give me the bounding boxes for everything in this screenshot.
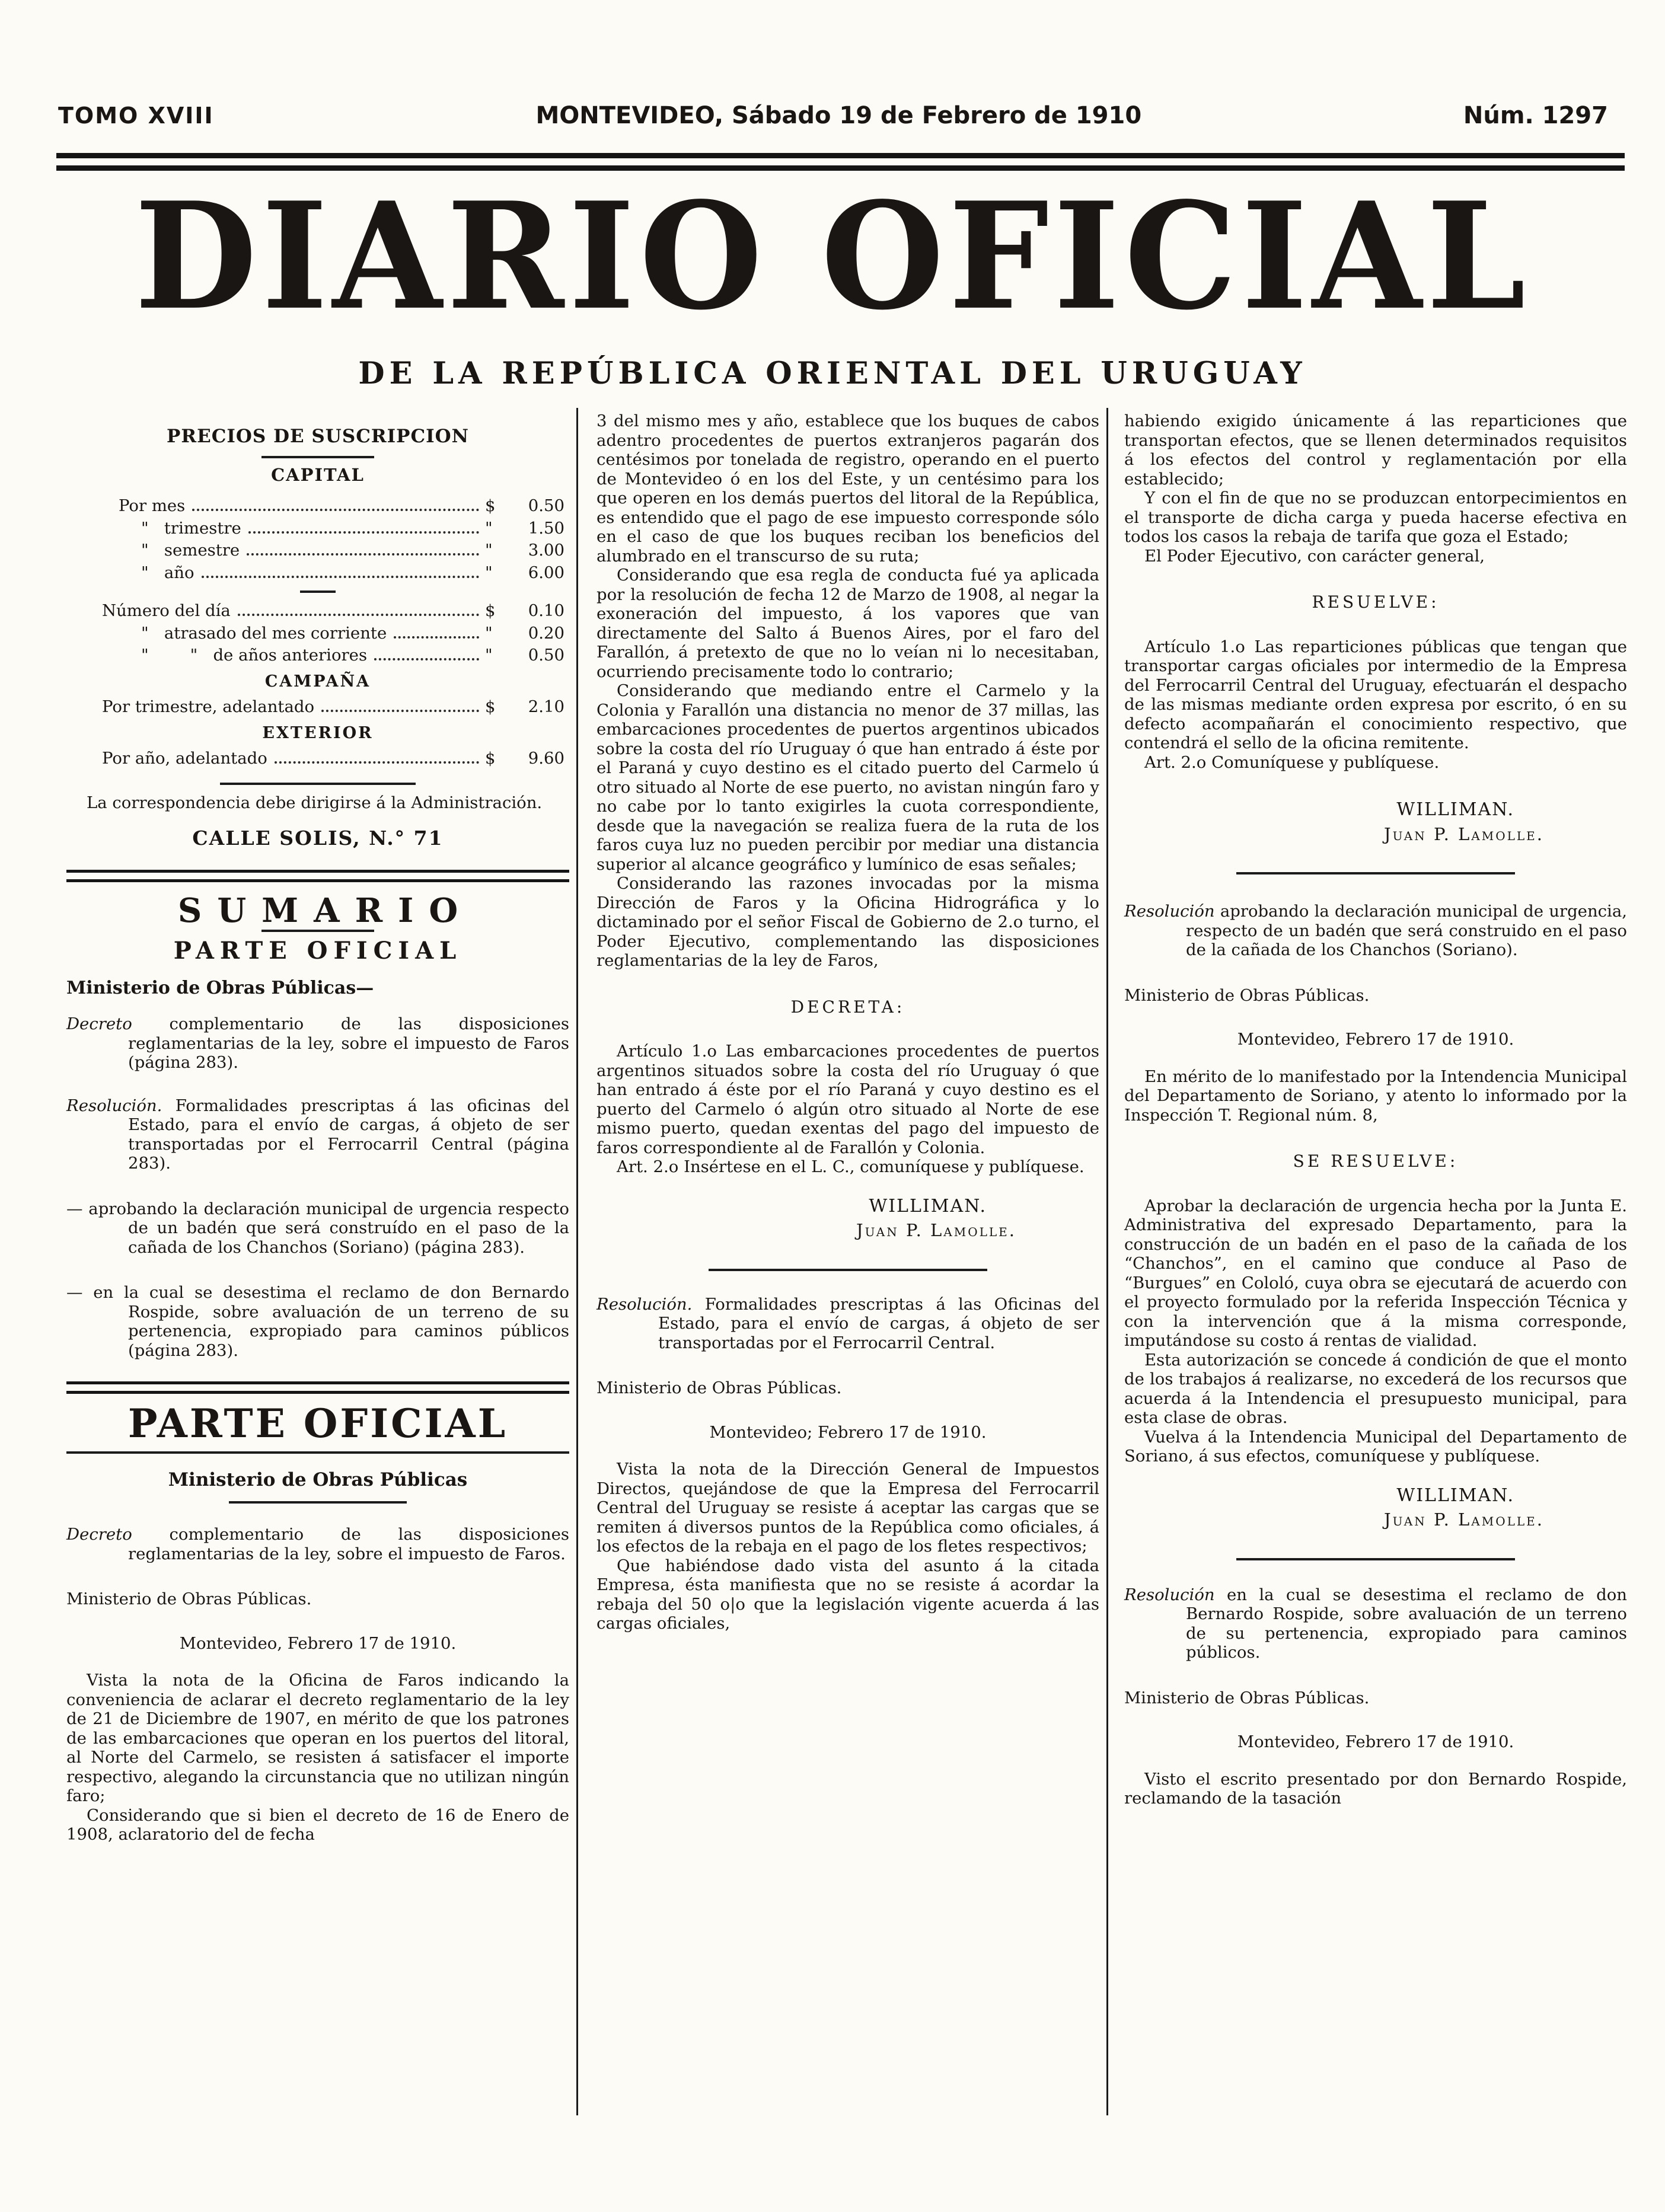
summary-item (66, 1283, 569, 1360)
subscription-title: PRECIOS DE SUSCRIPCION (167, 426, 469, 447)
price-row (66, 749, 569, 768)
body-paragraph: Aprobar la declaración de urgencia hecha por la Junta E. Administrativa del expresado Departamento, para la construcción de un badén en el paso de la cañada de los “Chanchos”, en el camino que conduce al Paso de “Burgues” en Cololó, cuya obra se ejecutará de acuerdo con el proyecto formulado por la referida Inspección Técnica y con la intervención que á la misma corresponde, imputándose su costo á rentas de vialidad. (1124, 1196, 1627, 1350)
body-paragraph: Visto el escrito presentado por don Bernardo Rospide, reclamando de la tasación (1124, 1769, 1627, 1808)
body-paragraph: 3 del mismo mes y año, establece que los buques de cabos adentro procedentes de puertos extranjeros pagarán dos centésimos por tonelada de registro, operando en el puerto de Montevideo ó en los del Este, y un centésimo para los que operen en los demás puertos del litoral de la República, es entendido que el pago de ese impuesto corresponde sólo en el caso de que los buques reciban los beneficios del alumbrado en el transcurso de su ruta; (597, 411, 1099, 566)
currency-mark: " (485, 563, 493, 582)
signature-minister: Juan P. Lamolle. (1383, 1509, 1544, 1530)
body-paragraph: Esta autorización se concede á condición de que el monto de los trabajos á realizarse, no excederá de los recursos que acuerda á la Intendencia el presupuesto municipal, para esta clase de obras. (1124, 1350, 1627, 1427)
divider-rule (229, 1501, 407, 1504)
office-address: CALLE SOLIS, N.° 71 (192, 826, 444, 850)
right-column (1124, 408, 1627, 1808)
price-value: 0.50 (528, 496, 564, 515)
signature-minister: Juan P. Lamolle. (856, 1220, 1016, 1240)
ministry-line: Ministerio de Obras Públicas. (1124, 985, 1370, 1005)
price-row (66, 624, 569, 643)
summary-item (66, 1014, 569, 1073)
article-paragraph: Art. 2.o Insértese en el L. C., comuníquese y publíquese. (617, 1157, 1085, 1176)
price-value: 0.20 (528, 623, 564, 643)
dot-leader (248, 531, 479, 534)
resuelve-label: RESUELVE: (1312, 592, 1440, 612)
body-paragraph: Que habiéndose dado vista del asunto á la citada Empresa, ésta manifiesta que no se resiste á acordar la rebaja del 50 o|o que la legislación vigente acuerda á las cargas oficiales, (597, 1556, 1099, 1633)
dateline: Montevideo, Febrero 17 de 1910. (179, 1633, 457, 1653)
price-value: 2.10 (528, 697, 564, 716)
dateline: Montevideo, Febrero 17 de 1910. (1237, 1030, 1514, 1049)
resolution-lead (597, 1295, 1099, 1353)
divider-rule (220, 783, 416, 785)
body-paragraph: En mérito de lo manifestado por la Intendencia Municipal del Departamento de Soriano, y atento lo informado por la Inspección T. Regional núm. 8, (1124, 1067, 1627, 1125)
price-value: 9.60 (528, 749, 564, 768)
price-value: 0.10 (528, 601, 564, 620)
resolution-lead-word: Resolución (1124, 902, 1215, 921)
summary-item-lead: Resolución. (66, 1096, 162, 1115)
body-paragraph: Considerando que esa regla de conducta fué ya aplicada por la resolución de fecha 12 de Marzo de 1908, al negar la exoneración del impuesto, á los vapores que van directamente del Salto á Buenos Aires, por el faro del Farallón, á pretexto de que no lo veían ni lo necesitaban, ocurriendo precisamente todo lo contrario; (597, 566, 1099, 681)
article-paragraph: Art. 2.o Comuníquese y publíquese. (1144, 752, 1440, 772)
summary-item-lead: — (66, 1199, 83, 1218)
dot-leader (192, 509, 479, 511)
decree-lead-word: Decreto (66, 1525, 132, 1544)
summary-item (66, 1096, 569, 1173)
price-label: " atrasado del mes corriente (141, 623, 387, 643)
price-label: Por mes (119, 496, 186, 515)
double-divider-rule (66, 870, 569, 882)
dot-leader (321, 710, 479, 712)
left-column (66, 408, 569, 1844)
dateline: Montevideo, Febrero 17 de 1910. (1237, 1732, 1514, 1751)
price-row (66, 697, 569, 717)
signature-minister: Juan P. Lamolle. (1383, 823, 1544, 844)
price-label: " año (141, 563, 194, 582)
header-divider-rule (56, 153, 1625, 171)
decreta-label: DECRETA: (790, 997, 905, 1017)
page-header (58, 102, 1608, 129)
campana-section-label: CAMPAÑA (264, 672, 371, 691)
summary-title: SUMARIO (177, 890, 474, 930)
ministry-section-heading: Ministerio de Obras Públicas (168, 1469, 468, 1490)
price-label: " " de años anteriores (141, 646, 368, 665)
price-value: 1.50 (528, 518, 564, 538)
article-paragraph: Artículo 1.o Las reparticiones públicas que tengan que transportar cargas oficiales por intermedio de la Empresa del Ferrocarril Central del Uruguay, efectuarán el despacho de las mismas mediante orden expresa por escrito, ó en su defecto acompañarán el conocimiento respectivo, que contendrá el sello de la oficina remitente. (1124, 637, 1627, 752)
price-row (66, 601, 569, 621)
issue-number: Núm. 1297 (1463, 102, 1608, 129)
price-label: " trimestre (141, 518, 241, 538)
volume-label: TOMO XVIII (58, 103, 214, 129)
summary-item-text: Formalidades prescriptas á las oficinas del Estado, para el envío de cargas, á objeto de ser transportadas por el Ferrocarril Central (página 283). (128, 1096, 569, 1173)
ministry-line: Ministerio de Obras Públicas. (1124, 1688, 1370, 1707)
issue-date: MONTEVIDEO, Sábado 19 de Febrero de 1910 (535, 102, 1142, 129)
body-paragraph: El Poder Ejecutivo, con carácter general, (1144, 546, 1485, 566)
summary-item-lead: Decreto (66, 1014, 132, 1033)
body-paragraph: Considerando las razones invocadas por la misma Dirección de Faros y la Oficina Hidrográfica y lo dictaminado por el señor Fiscal de Gobierno de 2.o turno, el Poder Ejecutivo, complementando las disposiciones reglamentarias de la ley de Faros, (597, 874, 1099, 970)
dot-leader (374, 658, 479, 660)
price-row (66, 541, 569, 560)
price-label: Número del día (102, 601, 231, 620)
official-part-heading: PARTE OFICIAL (127, 1400, 508, 1447)
dateline: Montevideo; Febrero 17 de 1910. (709, 1422, 987, 1442)
resolution-lead-word: Resolución (1124, 1585, 1215, 1604)
article-paragraph: Artículo 1.o Las embarcaciones procedentes de puertos argentinos situados sobre la costa del río Uruguay ó que han entrado á éste por el río Paraná y cuyo destino es el puerto del Carmelo ó algún otro situado al Norte de ese mismo puerto, quedan exentas del pago del impuesto de faros correspondiente al de Farallón y Colonia. (597, 1042, 1099, 1157)
divider-rule (66, 1451, 569, 1454)
price-row (66, 563, 569, 583)
resolution-lead-text: Formalidades prescriptas á las Oficinas del Estado, para el envío de cargas, á objeto de ser transportadas por el Ferrocarril Central. (658, 1294, 1099, 1352)
summary-ministry-heading: Ministerio de Obras Públicas— (66, 977, 374, 998)
resolution-lead (1124, 1585, 1627, 1662)
summary-item-lead: — (66, 1283, 83, 1302)
price-value: 0.50 (528, 646, 564, 665)
resolution-lead (1124, 902, 1627, 960)
body-paragraph: Considerando que si bien el decreto de 16 de Enero de 1908, aclaratorio del de fecha (66, 1805, 569, 1844)
currency-mark: " (485, 518, 493, 538)
resolution-lead-text: aprobando la declaración municipal de urgencia, respecto de un badén que será construido en el paso de la cañada de los Chanchos (Soriano). (1186, 902, 1627, 959)
currency-mark: " (485, 646, 493, 665)
decree-lead (66, 1525, 569, 1563)
dot-leader (275, 761, 479, 764)
currency-mark: $ (485, 749, 496, 768)
price-row (66, 646, 569, 665)
signature-president: WILLIMAN. (1396, 1485, 1514, 1506)
ministry-line: Ministerio de Obras Públicas. (597, 1378, 842, 1397)
correspondence-note: La correspondencia debe dirigirse á la Administración. (87, 793, 543, 812)
currency-mark: $ (485, 601, 496, 620)
dot-leader (238, 614, 479, 616)
double-divider-rule (66, 1381, 569, 1394)
exterior-section-label: EXTERIOR (262, 723, 374, 742)
resolution-lead-text: en la cual se desestima el reclamo de don Bernardo Rospide, sobre avaluación de un terreno de su pertenencia, expropiado para caminos públicos. (1186, 1585, 1627, 1662)
currency-mark: " (485, 623, 493, 643)
newspaper-title: DIARIO OFICIAL (134, 171, 1531, 343)
summary-item (66, 1199, 569, 1257)
ministry-line: Ministerio de Obras Públicas. (66, 1589, 312, 1608)
currency-mark: " (485, 541, 493, 560)
se-resuelve-label: SE RESUELVE: (1293, 1151, 1459, 1171)
summary-item-text: complementario de las disposiciones reglamentarias de la ley, sobre el impuesto de Faros (página 283). (128, 1014, 569, 1072)
divider-rule (1236, 1558, 1515, 1560)
subscription-box (66, 427, 569, 848)
body-paragraph: Vuelva á la Intendencia Municipal del Departamento de Soriano, á sus efectos, comuníquese y publíquese. (1124, 1427, 1627, 1466)
dot-leader (394, 636, 479, 639)
dot-leader (202, 576, 479, 578)
divider-rule (261, 930, 374, 932)
divider-rule (1236, 872, 1515, 874)
newspaper-subtitle: DE LA REPÚBLICA ORIENTAL DEL URUGUAY (358, 356, 1307, 391)
body-paragraph: Y con el fin de que no se produzcan entorpecimientos en el transporte de dicha carga y pueda hacerse efectiva en todos los casos la rebaja de tarifa que goza el Estado; (1124, 489, 1627, 546)
price-value: 6.00 (528, 563, 564, 582)
summary-item-text: en la cual se desestima el reclamo de don Bernardo Rospide, sobre avaluación de un terreno de su pertenencia, expropiado para caminos públicos (página 283). (82, 1283, 569, 1360)
price-row (66, 519, 569, 538)
price-label: " semestre (141, 541, 240, 560)
decree-lead-text: complementario de las disposiciones reglamentarias de la ley, sobre el impuesto de Faros. (128, 1525, 569, 1563)
body-paragraph: Vista la nota de la Dirección General de Impuestos Directos, quejándose de que la Empresa del Ferrocarril Central del Uruguay se resiste á aceptar las cargas que se remiten á diversos puntos de la República como oficiales, á los efectos de la rebaja en el pago de los fletes respectivos; (597, 1460, 1099, 1556)
price-value: 3.00 (528, 541, 564, 560)
divider-rule (300, 590, 336, 593)
column-divider-rule (1106, 408, 1108, 2115)
divider-rule (709, 1269, 987, 1271)
price-row (66, 496, 569, 516)
resolution-lead-word: Resolución. (597, 1294, 693, 1314)
capital-section-label: CAPITAL (271, 464, 365, 485)
currency-mark: $ (485, 496, 496, 515)
column-divider-rule (576, 408, 578, 2115)
body-paragraph: habiendo exigido únicamente á las reparticiones que transportan efectos, que se llenen determinados requisitos á los efectos del control y reglamentación por ella establecido; (1124, 411, 1627, 489)
middle-column (597, 408, 1099, 1633)
signature-president: WILLIMAN. (1396, 799, 1514, 820)
summary-item-text: aprobando la declaración municipal de urgencia respecto de un badén que será construído en el paso de la cañada de los Chanchos (Soriano) (página 283). (82, 1199, 569, 1257)
official-part-subtitle: PARTE OFICIAL (173, 937, 462, 965)
signature-president: WILLIMAN. (869, 1195, 987, 1217)
price-label: Por año, adelantado (102, 749, 267, 768)
price-label: Por trimestre, adelantado (102, 697, 315, 716)
currency-mark: $ (485, 697, 496, 716)
body-paragraph: Considerando que mediando entre el Carmelo y la Colonia y Farallón una distancia no menor de 37 millas, las embarcaciones procedentes de puertos argentinos ubicados sobre la costa del río Uruguay ó que han entrado á éste por el Paraná y cuyo destino es el citado puerto del Carmelo ú otro situado al Norte de ese puerto, no avistan ningún faro y no cabe por lo tanto exigirles la cuota correspondiente, desde que la navegación se realiza fuera de la ruta de los faros cuya luz no pueden percibir por mediar una distancia superior al alcance geográfico y lumínico de esas señales; (597, 681, 1099, 874)
body-paragraph: Vista la nota de la Oficina de Faros indicando la conveniencia de aclarar el decreto reglamentario de la ley de 21 de Diciembre de 1907, en mérito de que los patrones de las embarcaciones que operan en los puertos del litoral, al Norte del Carmelo, se resisten á satisfacer el importe respectivo, alegando la circunstancia que no utilizan ningún faro; (66, 1671, 569, 1805)
divider-rule (261, 456, 374, 458)
dot-leader (247, 553, 479, 556)
